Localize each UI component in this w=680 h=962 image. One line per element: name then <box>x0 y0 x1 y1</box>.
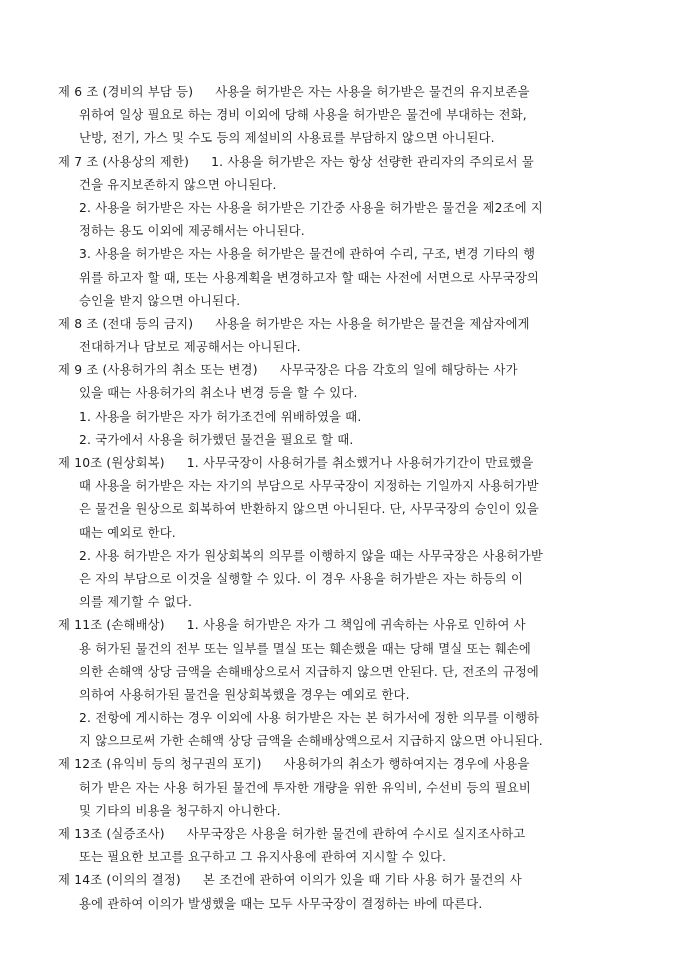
article-text: 사용을 허가받은 자는 사용을 허가받은 물건의 유지보존을 <box>215 85 530 99</box>
article-text: 본 조건에 관하여 이의가 있을 때 기타 사용 허가 물건의 사 <box>202 873 522 888</box>
article-heading: 제 6 조 (경비의 부담 등) <box>58 85 194 99</box>
paragraph-line: 2. 사용 허가받은 자가 원상회복의 의무를 이행하지 않을 때는 사무국장은 사용허가받 <box>79 548 543 563</box>
article-text: 사용을 허가받은 자는 사용을 허가받은 물건을 제삼자에게 <box>215 316 530 331</box>
article-heading: 제 9 조 (사용허가의 취소 또는 변경) <box>58 363 258 378</box>
article-continuation: 전대하거나 담보로 제공해서는 아니된다. <box>79 340 301 355</box>
article-first-line <box>58 753 624 776</box>
article-first-line <box>58 614 624 637</box>
paragraph-line: 2. 사용을 허가받은 자는 사용을 허가받은 기간중 사용을 허가받은 물건을 제2조에 지 <box>79 200 543 215</box>
article <box>58 359 624 452</box>
article-first-line <box>58 313 624 336</box>
article <box>58 313 624 359</box>
paragraph-line: 정하는 용도 이외에 제공해서는 아니된다. <box>79 224 305 239</box>
article-first-line <box>58 452 624 475</box>
article <box>58 614 624 753</box>
paragraph-line: 승인을 받지 않으면 아니된다. <box>79 293 241 308</box>
article <box>58 753 624 823</box>
article-text: 1. 사무국장이 사용허가를 취소했거나 사용허가기간이 만료했을 <box>186 456 534 470</box>
article-continuation: 때는 예외로 한다. <box>79 525 176 540</box>
paragraph-line: 3. 사용을 허가받은 자는 사용을 허가받은 물건에 관하여 수리, 구조, 변경 기타의 행 <box>79 247 536 262</box>
article <box>58 81 624 151</box>
article <box>58 869 624 915</box>
article-text: 1. 사용을 허가받은 자가 그 책임에 귀속하는 사유로 인하여 사 <box>186 618 526 633</box>
article-first-line <box>58 359 624 382</box>
article-heading: 제 11조 (손해배상) <box>58 618 165 633</box>
article-continuation: 있을 때는 사용허가의 취소나 변경 등을 할 수 있다. <box>79 386 358 401</box>
article-text: 1. 사용을 허가받은 자는 항상 선량한 관리자의 주의로서 물 <box>211 154 534 169</box>
paragraph-line: 위를 하고자 할 때, 또는 사용계획을 변경하고자 할 때는 사전에 서면으로 사무국장의 <box>79 270 539 285</box>
article-continuation: 의하여 사용허가된 물건을 원상회복했을 경우는 예외로 한다. <box>79 687 410 702</box>
article-continuation: 또는 필요한 보고를 요구하고 그 유지사용에 관하여 지시할 수 있다. <box>79 850 447 865</box>
article-heading: 제 7 조 (사용상의 제한) <box>58 154 190 169</box>
article-text: 사무국장은 다음 각호의 일에 해당하는 사가 <box>279 363 518 378</box>
article-first-line <box>58 81 624 104</box>
article-heading: 제 8 조 (전대 등의 금지) <box>58 316 194 331</box>
article-continuation: 때 사용을 허가받은 자는 자기의 부담으로 사무국장이 지정하는 기일까지 사용허가받 <box>79 479 539 494</box>
article-text: 사무국장은 사용을 허가한 물건에 관하여 수시로 실지조사하고 <box>186 827 526 841</box>
article-continuation: 허가 받은 자는 사용 허가된 물건에 투자한 개량을 위한 유익비, 수선비 등의 필요비 <box>79 780 532 795</box>
article-continuation: 및 기타의 비용을 청구하지 아니한다. <box>79 803 281 818</box>
paragraph-line: 의를 제기할 수 없다. <box>79 595 193 610</box>
article-text: 사용허가의 취소가 행하여지는 경우에 사용을 <box>283 757 530 772</box>
article-heading: 제 14조 (이의의 결정) <box>58 873 181 888</box>
article <box>58 452 624 614</box>
article <box>58 823 624 869</box>
article-heading: 제 10조 (원상회복) <box>58 456 165 470</box>
paragraph-line: 2. 국가에서 사용을 허가했던 물건을 필요로 할 때. <box>79 432 354 447</box>
article-continuation: 은 물건을 원상으로 회복하여 반환하지 않으면 아니된다. 단, 사무국장의 승인이 있을 <box>79 502 539 517</box>
article-continuation: 용 허가된 물건의 전부 또는 일부를 멸실 또는 훼손했을 때는 당해 멸실 또는 훼손에 <box>79 641 532 656</box>
article-first-line <box>58 869 624 892</box>
paragraph-line: 지 않으므로써 가한 손해액 상당 금액을 손해배상액으로서 지급하지 않으면 아니된다. <box>79 734 543 749</box>
article-continuation: 건을 유지보존하지 않으면 아니된다. <box>79 177 277 192</box>
paragraph-line: 2. 전항에 게시하는 경우 이외에 사용 허가받은 자는 본 허가서에 정한 의무를 이행하 <box>79 711 540 726</box>
article-continuation: 난방, 전기, 가스 및 수도 등의 제설비의 사용료를 부담하지 않으면 아니된다. <box>79 131 495 146</box>
article-first-line <box>58 823 624 846</box>
article-continuation: 위하여 일상 필요로 하는 경비 이외에 당해 사용을 허가받은 물건에 부대하는 전화, <box>79 108 527 123</box>
document-body <box>58 81 624 916</box>
article-continuation: 의한 손해액 상당 금액을 손해배상으로서 지급하지 않으면 안된다. 단, 전조의 규정에 <box>79 664 539 679</box>
article-continuation: 용에 관하여 이의가 발생했을 때는 모두 사무국장이 결정하는 바에 따른다. <box>79 896 483 911</box>
article-heading: 제 13조 (실증조사) <box>58 827 165 841</box>
article <box>58 151 624 313</box>
article-heading: 제 12조 (유익비 등의 청구권의 포기) <box>58 757 262 772</box>
paragraph-line: 은 자의 부담으로 이것을 실행할 수 있다. 이 경우 사용을 허가받은 자는 하등의 이 <box>79 571 524 586</box>
article-first-line <box>58 151 624 174</box>
paragraph-line: 1. 사용을 허가받은 자가 허가조건에 위배하였을 때. <box>79 409 362 424</box>
